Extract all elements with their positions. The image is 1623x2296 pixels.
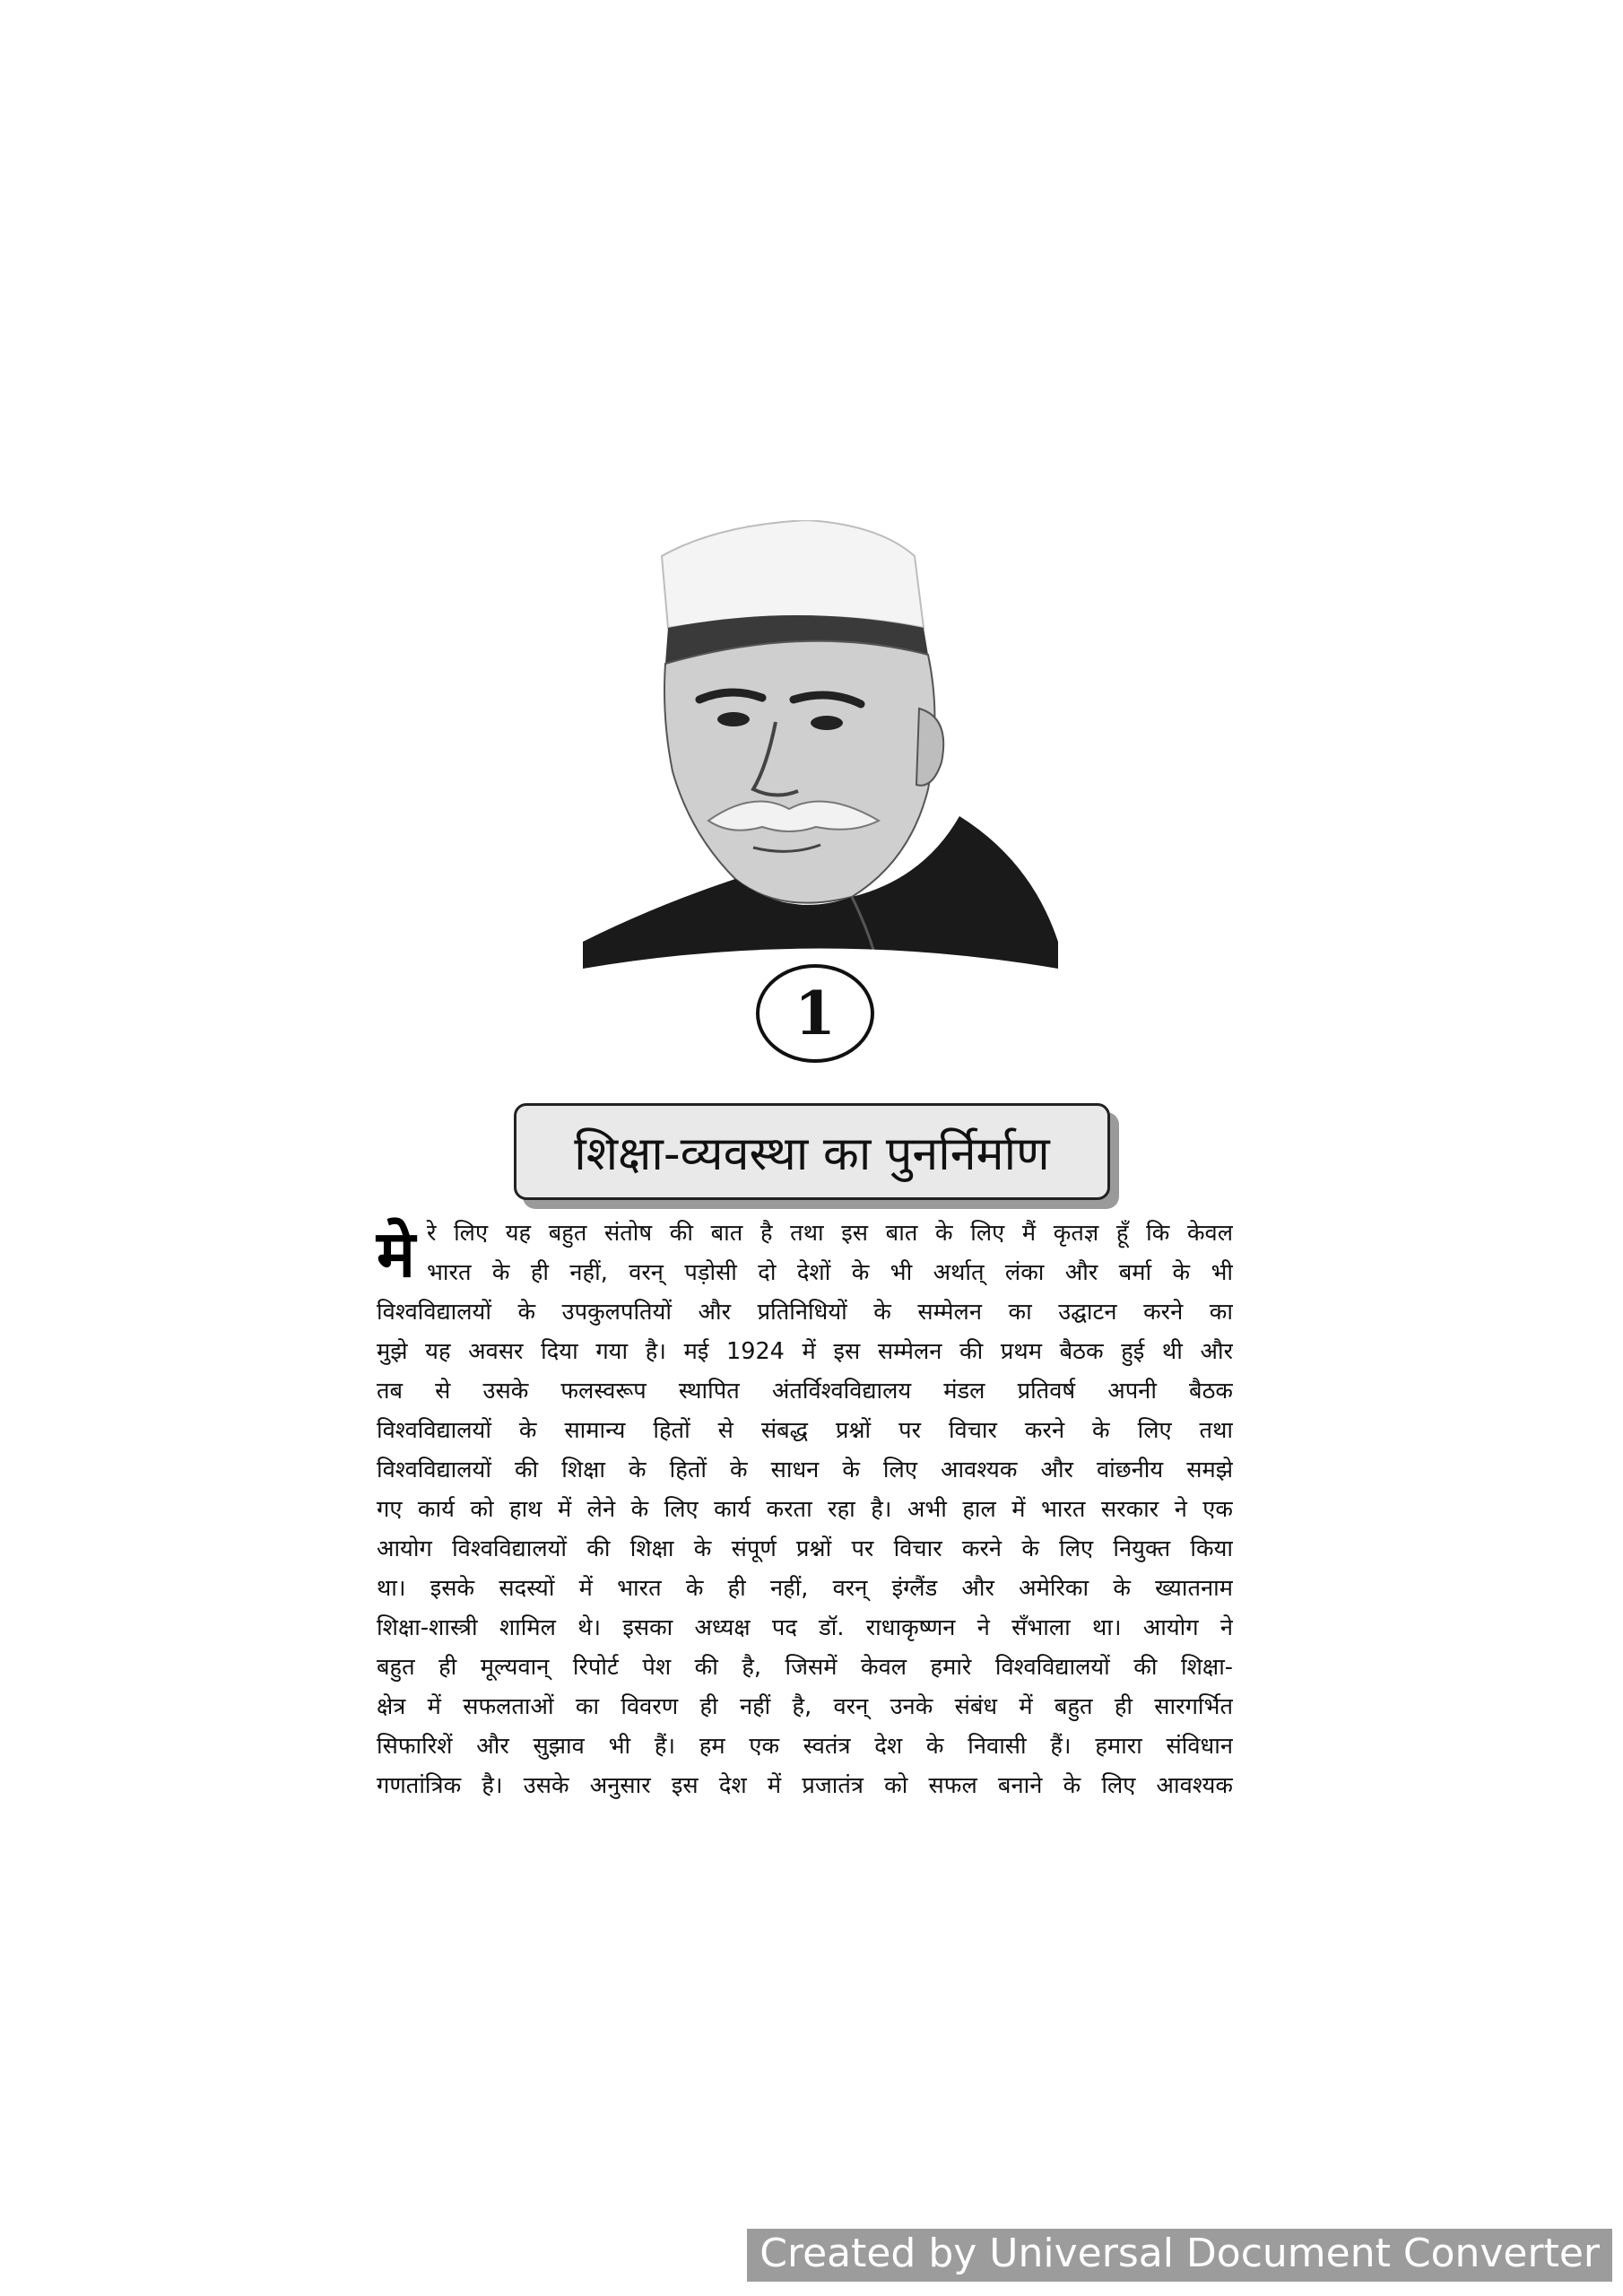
text-line: गणतांत्रिक है। उसके अनुसार इस देश में प्रजातंत्र को सफल बनाने के लिए आवश्यक <box>377 1772 1233 1799</box>
text-line: मुझे यह अवसर दिया गया है। मई 1924 में इस सम्मेलन की प्रथम बैठक हुई थी और <box>377 1338 1233 1365</box>
text-line: बहुत ही मूल्यवान् रिपोर्ट पेश की है, जिसमें केवल हमारे विश्वविद्यालयों की शिक्षा- <box>377 1654 1233 1681</box>
author-portrait-image <box>583 520 1058 969</box>
chapter-title: शिक्षा-व्यवस्था का पुनर्निर्माण <box>514 1103 1110 1200</box>
text-line: विश्वविद्यालयों के सामान्य हितों से संबद्ध प्रश्नों पर विचार करने के लिए तथा <box>377 1417 1233 1444</box>
chapter-title-box <box>514 1103 1119 1209</box>
text-line: विश्वविद्यालयों की शिक्षा के हितों के साधन के लिए आवश्यक और वांछनीय समझे <box>377 1457 1233 1483</box>
converter-watermark: Created by Universal Document Converter <box>747 2229 1612 2282</box>
text-line: था। इसके सदस्यों में भारत के ही नहीं, वरन् इंग्लैंड और अमेरिका के ख्यातनाम <box>377 1575 1233 1602</box>
text-line: आयोग विश्वविद्यालयों की शिक्षा के संपूर्ण प्रश्नों पर विचार करने के लिए नियुक्त किया <box>377 1535 1233 1562</box>
text-line: सिफारिशें और सुझाव भी हैं। हम एक स्वतंत्र देश के निवासी हैं। हमारा संविधान <box>377 1733 1233 1760</box>
body-paragraph <box>377 1213 1233 1805</box>
drop-cap: मे <box>377 1216 416 1292</box>
text-line: शिक्षा-शास्त्री शामिल थे। इसका अध्यक्ष पद डॉ. राधाकृष्णन ने सँभाला था। आयोग ने <box>377 1614 1233 1641</box>
text-line: भारत के ही नहीं, वरन् पड़ोसी दो देशों के भी अर्थात् लंका और बर्मा के भी <box>427 1259 1233 1286</box>
text-line: गए कार्य को हाथ में लेने के लिए कार्य करता रहा है। अभी हाल में भारत सरकार ने एक <box>377 1496 1233 1523</box>
text-line: क्षेत्र में सफलताओं का विवरण ही नहीं है, वरन् उनके संबंध में बहुत ही सारगर्भित <box>377 1693 1233 1720</box>
text-line: रे लिए यह बहुत संतोष की बात है तथा इस बात के लिए मैं कृतज्ञ हूँ कि केवल <box>427 1220 1233 1247</box>
text-line: तब से उसके फलस्वरूप स्थापित अंतर्विश्वविद्यालय मंडल प्रतिवर्ष अपनी बैठक <box>377 1378 1233 1405</box>
text-line: विश्वविद्यालयों के उपकुलपतियों और प्रतिनिधियों के सम्मेलन का उद्घाटन करने का <box>377 1299 1233 1326</box>
chapter-number: 1 <box>756 964 874 1063</box>
